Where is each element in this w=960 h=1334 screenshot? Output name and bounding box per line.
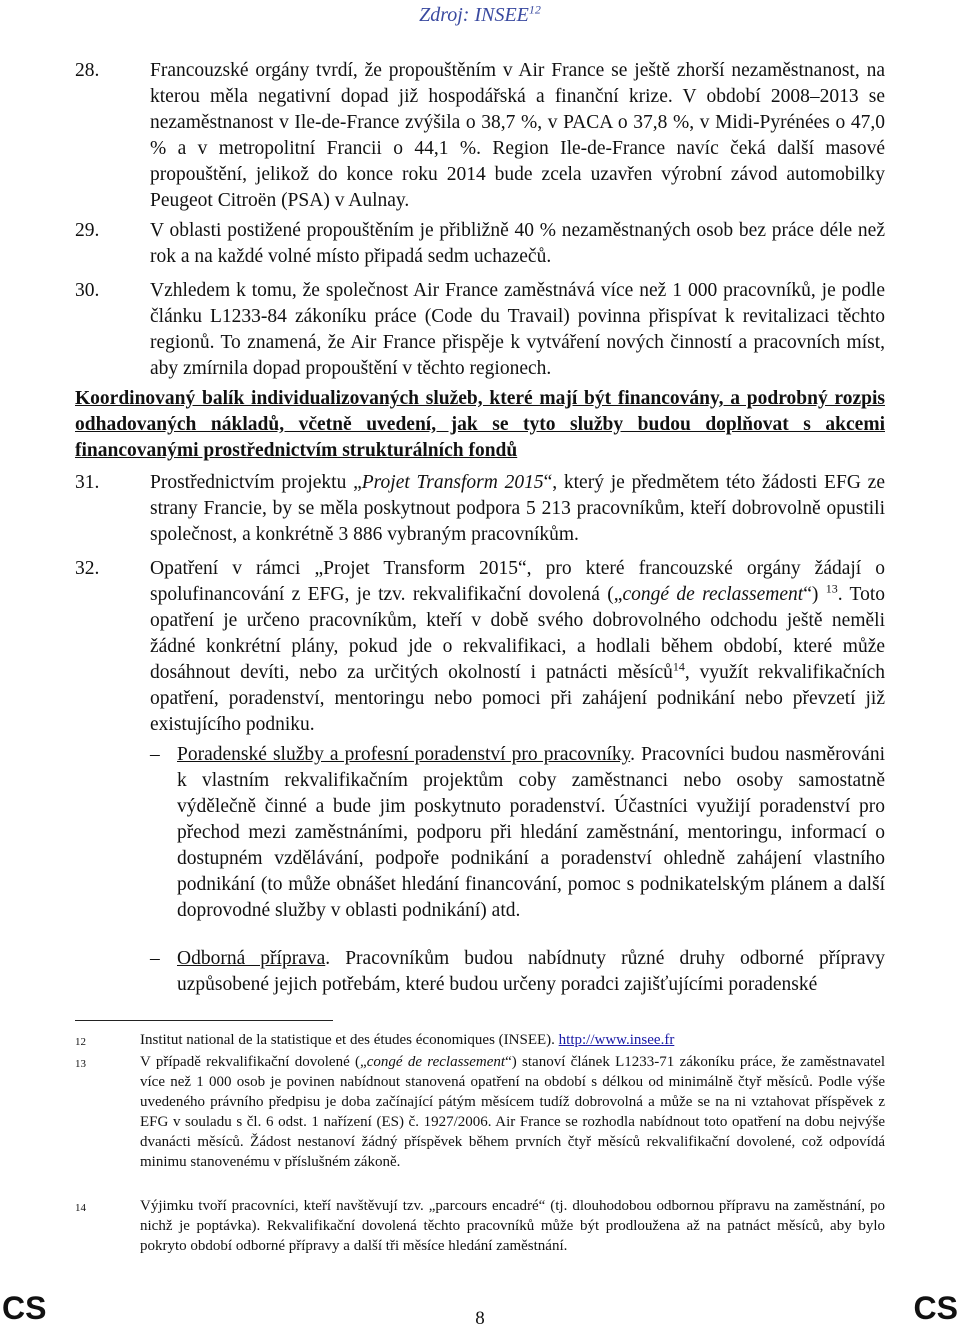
paragraph-32 [75,556,885,738]
paragraph-text: Prostřednictvím projektu „Projet Transform 2015“, který je předmětem této žádosti EFG ze strany Francie, by se měla poskytnout podpora 5 213 pracovníkům, kteří dobrovolně opustili společnost, a konkrétně 3 886 vybraným pracovníkům. [150,472,885,545]
paragraph-28 [75,58,885,214]
bullet-title: Poradenské služby a profesní poradenství pro pracovníky [177,744,631,765]
page-number: 8 [475,1308,485,1329]
source-note: Zdroj: INSEE$^{12}$ [419,2,541,26]
dash-marker: – [150,744,160,765]
paragraph-number: 32. [75,558,100,579]
footnote-12: 12 Institut national de la statistique et des études économiques (INSEE). http://www.insee.fr [75,1030,885,1050]
bullet-title: Odborná příprava [177,948,326,969]
paragraph-number: 30. [75,280,100,301]
footnote-ref-14: 14 [672,659,685,674]
dash-marker: – [150,948,160,969]
paragraph-29 [75,218,885,270]
paragraph-text: Vzhledem k tomu, že společnost Air France zaměstnává více než 1 000 pracovníků, je podle článku L1233-84 zákoníku práce (Code du Travail) povinna přispívat k revitalizaci těchto regionů. To znamená, že Air France přispěje k vytváření nových činností a pracovních míst, aby zmírnila dopad propouštění v těchto regionech. [150,280,885,379]
paragraph-text: Opatření v rámci „Projet Transform 2015“, pro které francouzské orgány žádají o spolufinancování z EFG, je tzv. rekvalifikační dovolená („congé de reclassement“) $^{13}$. Toto opatření je určeno pracovníkům, kteří v době svého dobrovolného odchodu ještě neměli žádné konkrétní plány, pokud jde o rekvalifikaci, a hodlali během období, které může dosáhnout devíti, nebo za určitých okolností i patnácti měsíců$^{14}$, využít rekvalifikačních opatření, poradenství, mentoringu nebo pomoci při zahájení podnikání nebo převzetí již existujícího podniku. [150,558,886,735]
footnote-13: 13 V případě rekvalifikační dovolené („congé de reclassement“) stanoví článek L1233-71 zákoníku práce, že zaměstnavatel více než 1 000 osob je povinen nabídnout stanovená opatření na období s délkou od minimálně čtyř měsíců. Podle výše uvedeného právního předpisu je doba začínající pátým měsícem tudíž dobrovolná a může se na ni vztahovat příspěvek z EFG v souladu s čl. 6 odst. 1 nařízení (ES) č. 1927/2006. Air France se rozhodla nabídnout toto opatření na dobu nejvýše dvanácti měsíců. Žádost nestanoví žádný příspěvek během prvních čtyř měsíců rekvalifikační dovolené, což odpovídá minimu stanovenému v příslušném zákoně. [75,1054,886,1170]
paragraph-number: 28. [75,60,100,81]
language-code-left: CS [2,1290,47,1326]
footnote-separator [75,1020,333,1021]
bullet-training: – Odborná příprava. Pracovníkům budou nabídnuty různé druhy odborné přípravy uzpůsobené jejich potřebám, které budou určeny poradci zajišťujícími poradenské [150,948,886,995]
footnote-number: 12 [75,1036,86,1048]
paragraph-text: V oblasti postižené propouštěním je přibližně 40 % nezaměstnaných osob bez práce déle než rok a na každé volné místo připadá sedm uchazečů. [150,220,885,267]
footnote-number: 13 [75,1058,86,1070]
footnote-number: 14 [75,1202,86,1214]
footnote-ref-13: 13 [825,581,838,596]
paragraph-text: Francouzské orgány tvrdí, že propouštěním v Air France se ještě zhorší nezaměstnanost, na kterou měla negativní dopad již hospodářská a finanční krize. V období 2008–2013 se nezaměstnanost v Ile-de-France zvýšila o 38,7 %, v PACA o 37,8 %, v Midi-Pyrénées o 47,0 % a v metropolitní Francii o 44,1 %. Region Ile-de-France navíc čeká další masové propouštění, jelikož do konce roku 2014 bude zcela uzavřen výrobní závod automobilky Peugeot Citroën (PSA) v Aulnay. [150,60,885,211]
paragraph-31 [75,470,885,548]
insee-link[interactable]: http://www.insee.fr [558,1032,675,1048]
bullet-counselling: – Poradenské služby a profesní poradenství pro pracovníky. Pracovníci budou nasměrováni k vlastním rekvalifikačním projektům coby zaměstnanci nebo osoby samostatně výdělečně činné a bude jim poskytnuto poradenství. Účastníci využijí poradenství pro přechod mezi zaměstnáními, podporu při hledání zaměstnání, mentoringu, informací o dostupném vzdělávání, podpoře podnikání a poradenství ohledně zahájení vlastního podnikání (to může obnášet hledání financování, pomoc s podnikatelským plánem a další doprovodné služby v oblasti podnikání) atd. [150,744,885,921]
language-code-right: CS [913,1290,958,1326]
paragraph-number: 29. [75,220,100,241]
paragraph-number: 31. [75,472,100,493]
footnote-14: 14 Výjimku tvoří pracovníci, kteří navštěvují tzv. „parcours encadré“ (tj. dlouhodobou odbornou přípravu na zaměstnání, po nichž je poptávka). Rekvalifikační dovolená těchto pracovníků může být prodloužena až na patnáct měsíců, aby bylo pokryto období odborné přípravy a další tři měsíce hledání zaměstnání. [75,1198,885,1254]
paragraph-30 [75,278,885,382]
section-heading: Koordinovaný balík individualizovaných služeb, které mají být financovány, a podrobný rozpis odhadovaných nákladů, včetně uvedení, jak se tyto služby budou doplňovat s akcemi financovanými prostřednictvím strukturálních fondů [75,388,885,461]
